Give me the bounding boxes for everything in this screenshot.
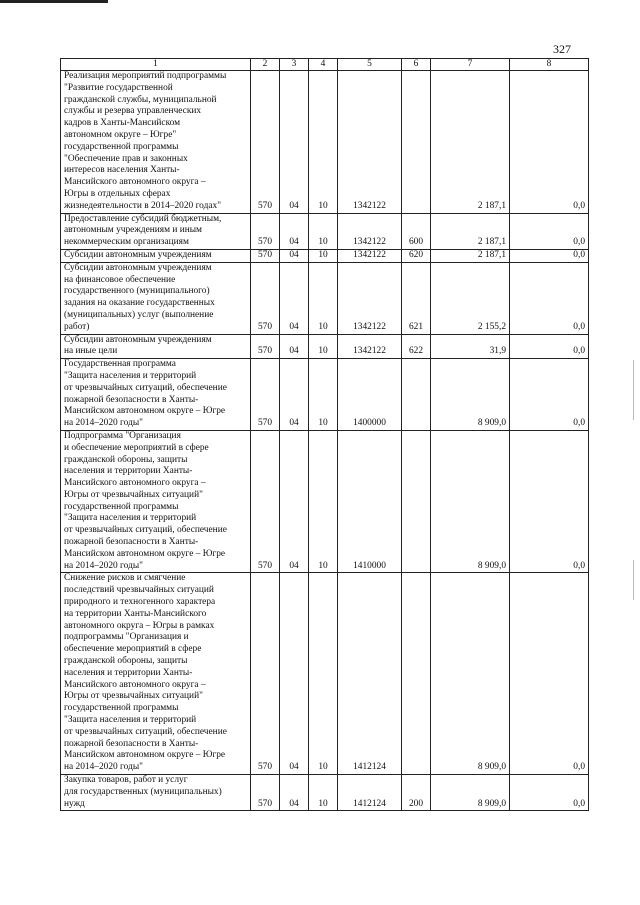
row-admin-code: 570	[251, 359, 280, 431]
row-subsection: 10	[309, 262, 338, 334]
row-admin-code: 570	[251, 71, 280, 214]
row-section: 04	[280, 262, 309, 334]
row-target-code: 1342122	[338, 213, 402, 249]
row-target-code: 1342122	[338, 71, 402, 214]
row-expense-type: 621	[402, 262, 431, 334]
row-section: 04	[280, 213, 309, 249]
table-row	[61, 262, 589, 334]
col-header-5: 5	[338, 59, 402, 71]
row-name: Закупка товаров, работ и услуг для государственных (муниципальных) нужд	[61, 775, 251, 811]
row-name: Субсидии автономным учреждениям на иные цели	[61, 334, 251, 359]
row-subsection: 10	[309, 430, 338, 573]
col-header-8: 8	[510, 59, 589, 71]
row-amount: 2 187,1	[431, 213, 510, 249]
row-subsection: 10	[309, 359, 338, 431]
row-admin-code: 570	[251, 249, 280, 262]
row-expense-type	[402, 71, 431, 214]
row-section: 04	[280, 71, 309, 214]
row-amount: 2 187,1	[431, 249, 510, 262]
table-row	[61, 71, 589, 214]
row-expense-type: 200	[402, 775, 431, 811]
row-amount: 8 909,0	[431, 430, 510, 573]
table-row	[61, 249, 589, 262]
row-section: 04	[280, 249, 309, 262]
col-header-4: 4	[309, 59, 338, 71]
row-target-code: 1410000	[338, 430, 402, 573]
row-expense-type	[402, 430, 431, 573]
col-header-3: 3	[280, 59, 309, 71]
row-amount: 2 155,2	[431, 262, 510, 334]
row-admin-code: 570	[251, 573, 280, 775]
row-name: Субсидии автономным учреждениям	[61, 249, 251, 262]
row-subsection: 10	[309, 573, 338, 775]
col-header-7: 7	[431, 59, 510, 71]
row-expense-type: 622	[402, 334, 431, 359]
scan-edge-mark	[633, 560, 634, 600]
row-admin-code: 570	[251, 775, 280, 811]
row-amount: 8 909,0	[431, 775, 510, 811]
row-expense-type	[402, 573, 431, 775]
row-admin-code: 570	[251, 213, 280, 249]
table-row	[61, 430, 589, 573]
row-section: 04	[280, 359, 309, 431]
row-amount-extra: 0,0	[510, 249, 589, 262]
row-amount-extra: 0,0	[510, 775, 589, 811]
scan-top-rule	[0, 0, 108, 3]
row-subsection: 10	[309, 71, 338, 214]
row-amount: 8 909,0	[431, 359, 510, 431]
row-name: Предоставление субсидий бюджетным, автономным учреждениям и иным некоммерческим организациям	[61, 213, 251, 249]
table-row	[61, 334, 589, 359]
row-section: 04	[280, 334, 309, 359]
table-row	[61, 213, 589, 249]
row-target-code: 1412124	[338, 573, 402, 775]
row-expense-type: 620	[402, 249, 431, 262]
row-target-code: 1342122	[338, 249, 402, 262]
table-row	[61, 775, 589, 811]
row-amount-extra: 0,0	[510, 71, 589, 214]
row-amount-extra: 0,0	[510, 262, 589, 334]
row-name: Государственная программа "Защита населения и территорий от чрезвычайных ситуаций, обеспечение пожарной безопасности в Ханты- Мансийском автономном округе – Югре на 2014–2020 годы"	[61, 359, 251, 431]
row-subsection: 10	[309, 213, 338, 249]
row-expense-type: 600	[402, 213, 431, 249]
row-section: 04	[280, 430, 309, 573]
page-number: 327	[553, 42, 571, 56]
budget-table	[60, 58, 589, 811]
row-target-code: 1342122	[338, 262, 402, 334]
row-name: Снижение рисков и смягчение последствий чрезвычайных ситуаций природного и техногенного характера на территории Ханты-Мансийского автономного округа – Югры в рамках подпрограммы "Организация и обеспечение мероприятий в сфере гражданской обороны, защиты населения и территории Ханты- Мансийского автономного округа – Югры от чрезвычайных ситуаций" государственной программы "Защита населения и территорий от чрезвычайных ситуаций, обеспечение пожарной безопасности в Ханты- Мансийском автономном округе – Югре на 2014–2020 годы"	[61, 573, 251, 775]
row-admin-code: 570	[251, 430, 280, 573]
row-name: Подпрограмма "Организация и обеспечение мероприятий в сфере гражданской обороны, защиты населения и территории Ханты- Мансийского автономного округа – Югры от чрезвычайных ситуаций" государственной программы "Защита населения и территорий от чрезвычайных ситуаций, обеспечение пожарной безопасности в Ханты- Мансийском автономном округе – Югре на 2014–2020 годы"	[61, 430, 251, 573]
col-header-1: 1	[61, 59, 251, 71]
row-target-code: 1342122	[338, 334, 402, 359]
table-row	[61, 359, 589, 431]
table-row	[61, 573, 589, 775]
row-name: Реализация мероприятий подпрограммы "Развитие государственной гражданской службы, муниципальной службы и резерва управленческих кадров в Ханты-Мансийском автономном округе – Югре" государственной программы "Обеспечение прав и законных интересов населения Ханты- Мансийского автономного округа – Югры в отдельных сферах жизнедеятельности в 2014–2020 годах"	[61, 71, 251, 214]
row-subsection: 10	[309, 249, 338, 262]
header-row	[61, 59, 589, 71]
row-admin-code: 570	[251, 262, 280, 334]
row-amount-extra: 0,0	[510, 430, 589, 573]
row-section: 04	[280, 775, 309, 811]
row-admin-code: 570	[251, 334, 280, 359]
row-amount-extra: 0,0	[510, 334, 589, 359]
row-target-code: 1400000	[338, 359, 402, 431]
row-amount: 8 909,0	[431, 573, 510, 775]
row-name: Субсидии автономным учреждениям на финансовое обеспечение государственного (муниципального) задания на оказание государственных (муниципальных) услуг (выполнение работ)	[61, 262, 251, 334]
row-subsection: 10	[309, 775, 338, 811]
row-amount: 31,9	[431, 334, 510, 359]
row-section: 04	[280, 573, 309, 775]
row-amount-extra: 0,0	[510, 573, 589, 775]
col-header-2: 2	[251, 59, 280, 71]
row-subsection: 10	[309, 334, 338, 359]
row-expense-type	[402, 359, 431, 431]
row-amount: 2 187,1	[431, 71, 510, 214]
scan-edge-mark	[633, 360, 634, 420]
row-target-code: 1412124	[338, 775, 402, 811]
row-amount-extra: 0,0	[510, 359, 589, 431]
col-header-6: 6	[402, 59, 431, 71]
row-amount-extra: 0,0	[510, 213, 589, 249]
